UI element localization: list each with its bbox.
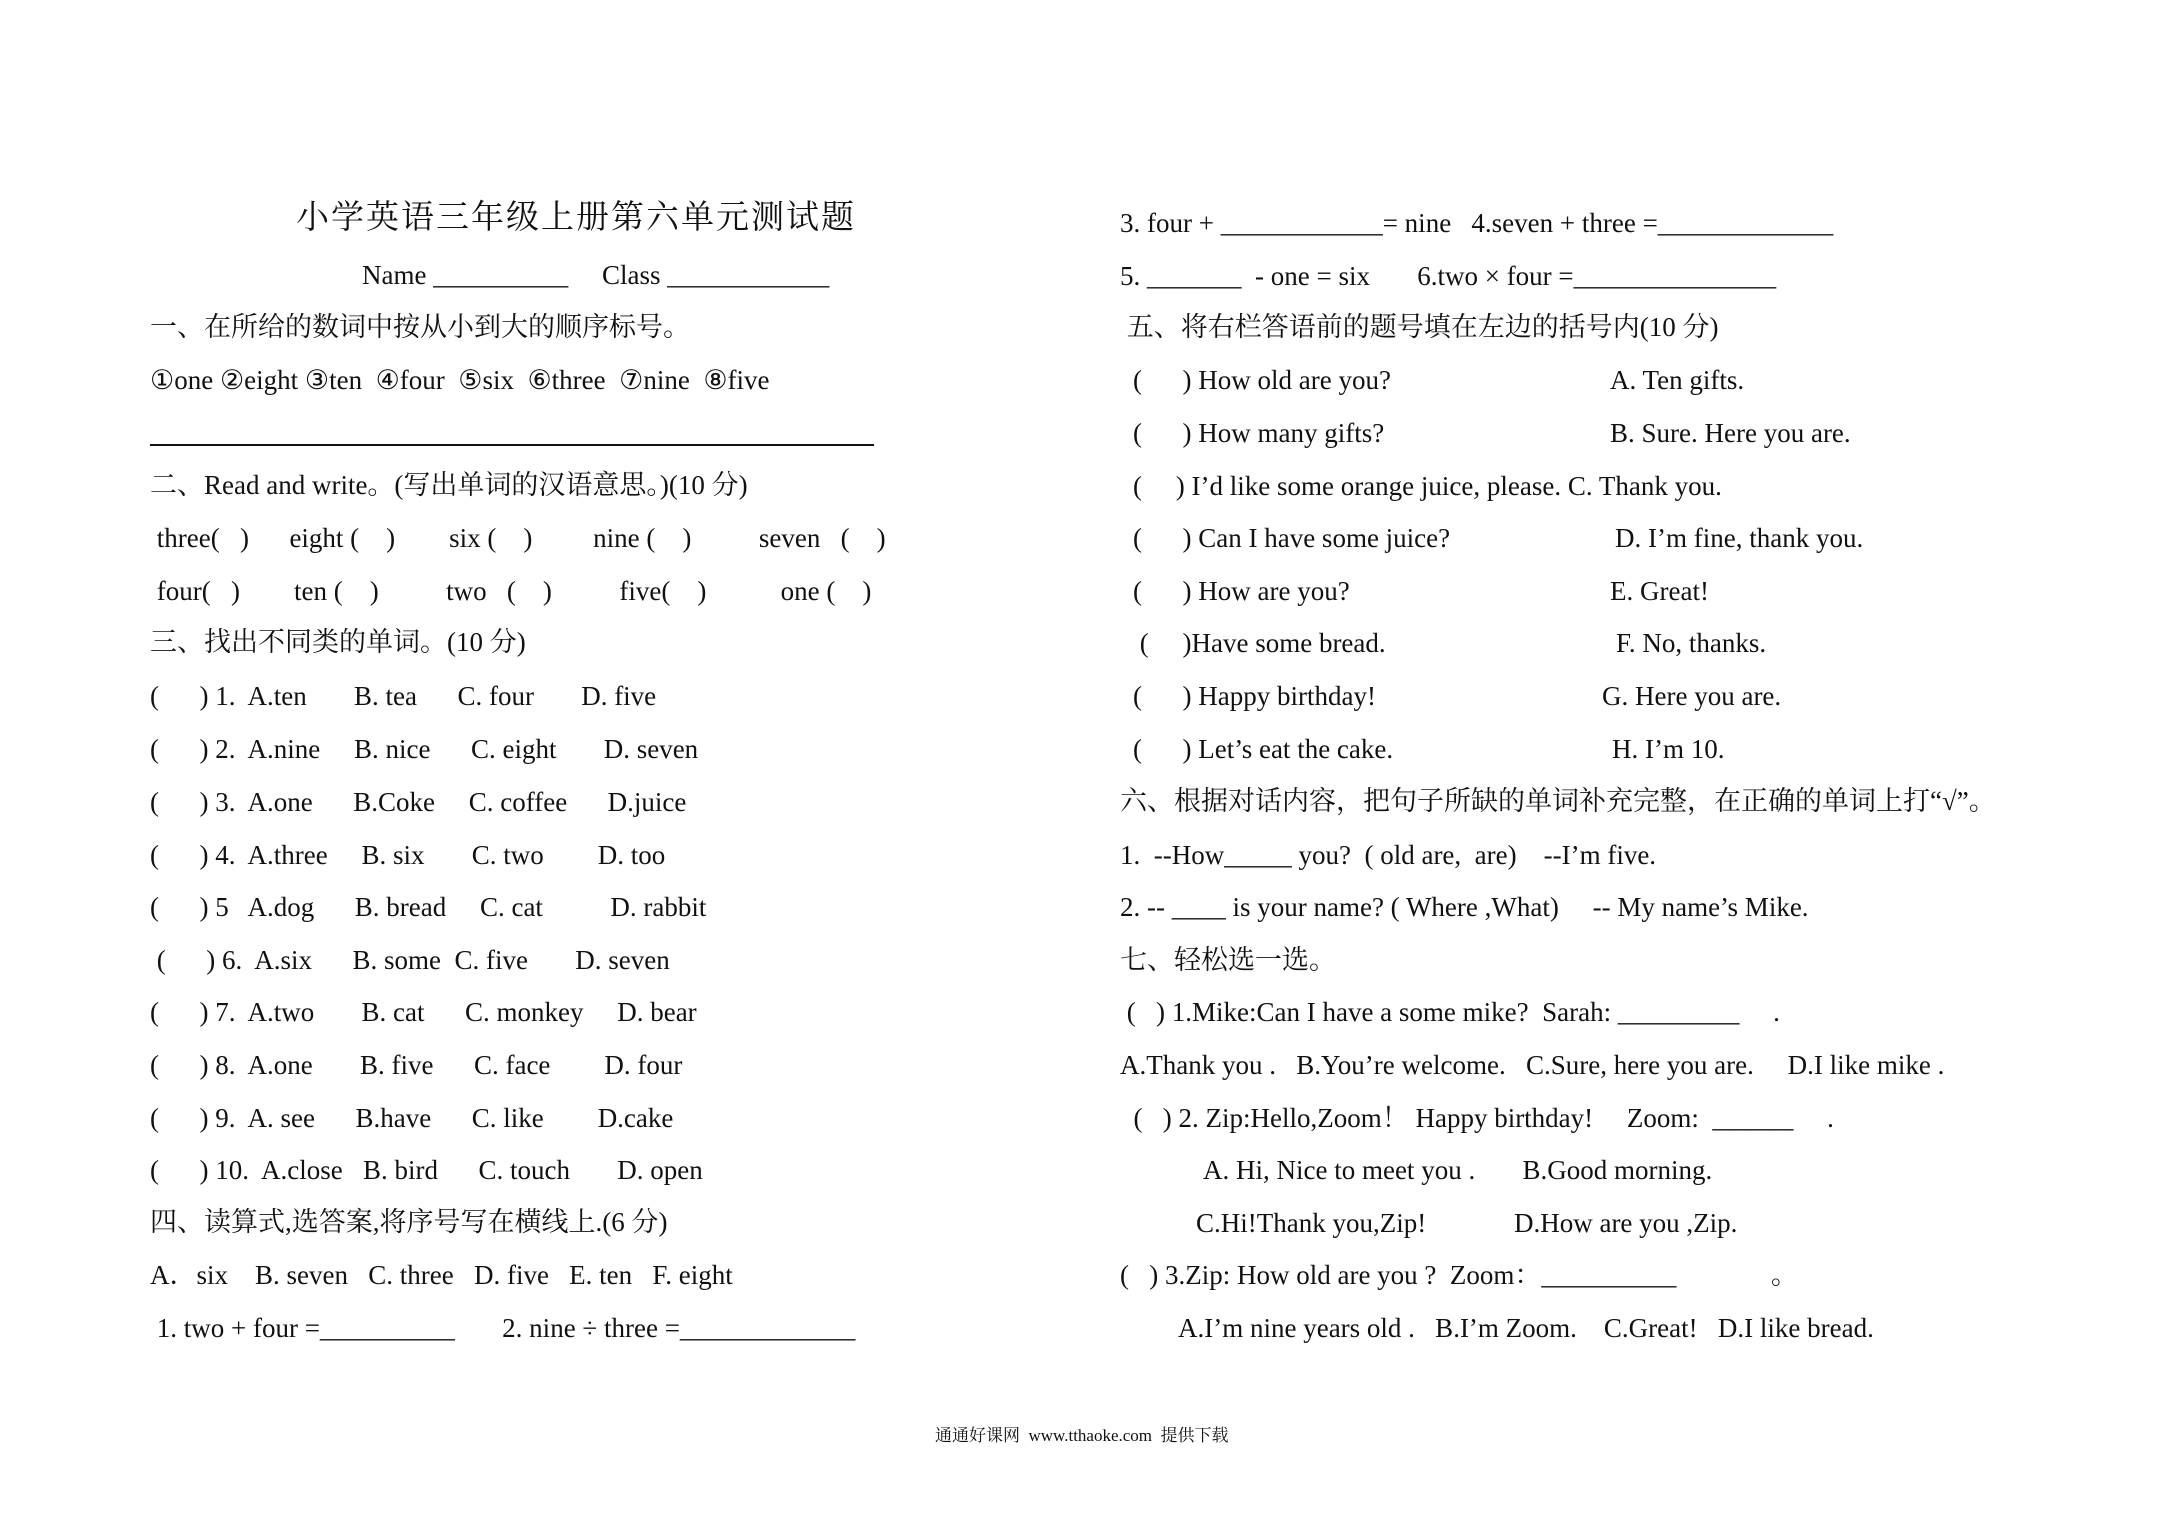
footer-source: 通通好课网 www.tthaoke.com 提供下载: [935, 1426, 1229, 1445]
section-6-question-2: 2. -- ____ is your name? ( Where ,What) -- My name’s Mike.: [1120, 892, 1809, 922]
section-5-question: ( ) How many gifts?: [1133, 418, 1385, 448]
section-3-item: ( ) 9. A. see B.have C. like D.cake: [150, 1103, 674, 1133]
section-3-heading: 三、找出不同类的单词。(10 分): [150, 627, 526, 657]
section-2-row-2: four( ) ten ( ) two ( ) five( ) one ( ): [150, 576, 872, 606]
section-3-item: ( ) 2. A.nine B. nice C. eight D. seven: [150, 734, 699, 764]
section-3-item: ( ) 6. A.six B. some C. five D. seven: [150, 945, 670, 975]
section-4-questions-5-6: 5. _______ - one = six 6.two × four =_______________: [1120, 261, 1777, 291]
section-5-answer: H. I’m 10.: [1612, 734, 1725, 764]
section-4-heading: 四、读算式,选答案,将序号写在横线上.(6 分): [150, 1207, 668, 1237]
section-7-question-3: ( ) 3.Zip: How old are you ? Zoom：__________ 。: [1120, 1260, 1798, 1290]
section-7-question-2-options-a: A. Hi, Nice to meet you . B.Good morning.: [1203, 1155, 1713, 1185]
section-5-answer: A. Ten gifts.: [1610, 365, 1745, 395]
section-5-answer: F. No, thanks.: [1616, 628, 1767, 658]
section-5-answer: D. I’m fine, thank you.: [1615, 523, 1864, 553]
section-5-answer: G. Here you are.: [1602, 681, 1782, 711]
section-7-question-2-options-b: C.Hi!Thank you,Zip! D.How are you ,Zip.: [1196, 1208, 1738, 1238]
section-2-heading: 二、Read and write。(写出单词的汉语意思。)(10 分): [150, 470, 748, 500]
section-5-heading: 五、将右栏答语前的题号填在左边的括号内(10 分): [1120, 312, 1719, 342]
section-5-question: ( ) I’d like some orange juice, please. C. Thank you.: [1133, 471, 1722, 501]
section-5-answer: B. Sure. Here you are.: [1610, 418, 1851, 448]
section-5-question: ( ) Can I have some juice?: [1133, 523, 1451, 553]
section-7-question-1-options: A.Thank you . B.You’re welcome. C.Sure, here you are. D.I like mike .: [1120, 1050, 1945, 1080]
section-3-item: ( ) 1. A.ten B. tea C. four D. five: [150, 681, 657, 711]
section-7-question-2: ( ) 2. Zip:Hello,Zoom！ Happy birthday! Zoom: ______ .: [1120, 1103, 1834, 1133]
section-5-question: ( )Have some bread.: [1133, 628, 1386, 658]
section-6-heading: 六、根据对话内容，把句子所缺的单词补充完整，在正确的单词上打“√”。: [1120, 786, 1996, 816]
section-1-words: ①one ②eight ③ten ④four ⑤six ⑥three ⑦nine ⑧five: [150, 365, 770, 395]
section-3-item: ( ) 5 A.dog B. bread C. cat D. rabbit: [150, 892, 707, 922]
section-5-question: ( ) Happy birthday!: [1133, 681, 1376, 711]
section-5-question: ( ) How old are you?: [1133, 365, 1391, 395]
section-7-question-3-options: A.I’m nine years old . B.I’m Zoom. C.Great! D.I like bread.: [1178, 1313, 1874, 1343]
section-4-questions-1-2: 1. two + four =__________ 2. nine ÷ three =_____________: [150, 1313, 856, 1343]
section-1-answer-line: [150, 444, 874, 446]
section-5-question: ( ) Let’s eat the cake.: [1133, 734, 1394, 764]
section-2-row-1: three( ) eight ( ) six ( ) nine ( ) seven ( ): [150, 523, 886, 553]
page-title: 小学英语三年级上册第六单元测试题: [296, 200, 856, 236]
section-6-question-1: 1. --How_____ you? ( old are, are) --I’m five.: [1120, 840, 1657, 870]
section-3-item: ( ) 4. A.three B. six C. two D. too: [150, 840, 666, 870]
section-3-item: ( ) 10. A.close B. bird C. touch D. open: [150, 1155, 703, 1185]
section-7-heading: 七、轻松选一选。: [1120, 945, 1336, 975]
section-5-answer: E. Great!: [1610, 576, 1709, 606]
section-3-item: ( ) 8. A.one B. five C. face D. four: [150, 1050, 683, 1080]
section-3-item: ( ) 7. A.two B. cat C. monkey D. bear: [150, 997, 697, 1027]
section-1-heading: 一、在所给的数词中按从小到大的顺序标号。: [150, 312, 690, 342]
section-5-question: ( ) How are you?: [1133, 576, 1350, 606]
name-class-line: Name __________ Class ____________: [362, 260, 830, 290]
section-4-questions-3-4: 3. four + ____________= nine 4.seven + three =_____________: [1120, 208, 1834, 238]
section-3-item: ( ) 3. A.one B.Coke C. coffee D.juice: [150, 787, 687, 817]
section-7-question-1: ( ) 1.Mike:Can I have a some mike? Sarah: _________ .: [1120, 997, 1780, 1027]
section-4-options: A．six B. seven C. three D. five E. ten F. eight: [150, 1260, 733, 1290]
